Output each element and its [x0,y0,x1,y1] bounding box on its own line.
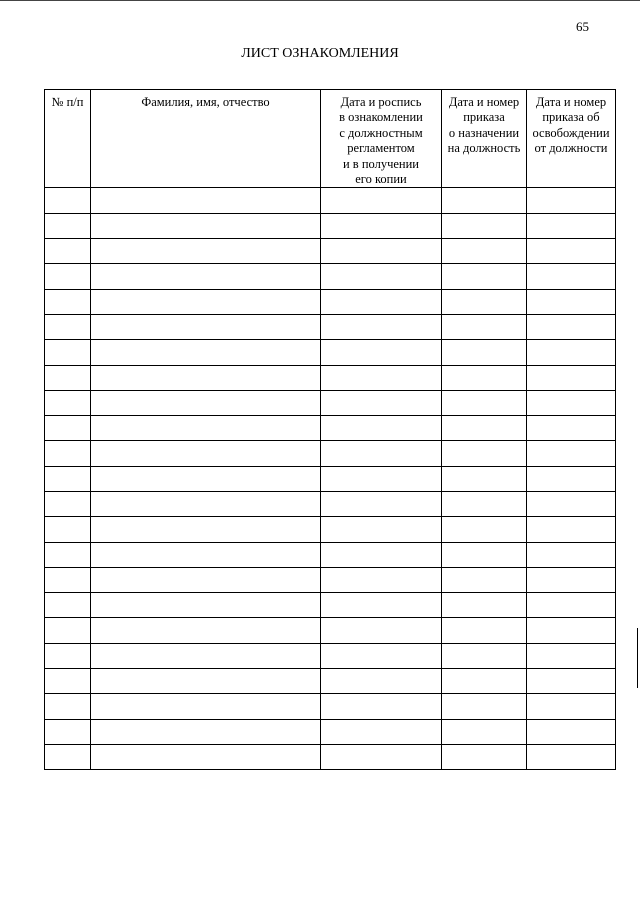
table-cell [321,289,442,314]
table-cell [45,340,91,365]
table-row [45,340,616,365]
scan-edge-mark [637,628,638,688]
table-cell [442,213,527,238]
table-cell [442,188,527,213]
table-cell [321,466,442,491]
table-cell [321,643,442,668]
table-row [45,441,616,466]
table-cell [527,340,616,365]
table-cell [91,618,321,643]
table-row [45,466,616,491]
table-cell [45,618,91,643]
table-cell [321,517,442,542]
table-cell [321,188,442,213]
table-cell [45,643,91,668]
table-cell [442,441,527,466]
table-cell [321,314,442,339]
table-row [45,239,616,264]
table-cell [321,694,442,719]
table-cell [45,492,91,517]
table-cell [321,719,442,744]
table-cell [91,340,321,365]
table-row [45,289,616,314]
table-row [45,669,616,694]
table-cell [442,239,527,264]
table-header-row [45,90,616,188]
acknowledgement-table [44,89,616,770]
table-cell [45,694,91,719]
table-cell [442,567,527,592]
table-row [45,188,616,213]
table-cell [45,719,91,744]
table-cell [527,239,616,264]
table-cell [321,669,442,694]
table-cell [527,466,616,491]
table-cell [91,264,321,289]
table-cell [45,365,91,390]
table-cell [45,239,91,264]
table-cell [91,188,321,213]
table-row [45,618,616,643]
table-cell [527,694,616,719]
table-cell [45,213,91,238]
table-cell [45,289,91,314]
table-cell [91,314,321,339]
table-cell [91,416,321,441]
table-cell [321,542,442,567]
table-row [45,264,616,289]
table-cell [321,441,442,466]
table-row [45,492,616,517]
table-cell [91,643,321,668]
table-cell [442,744,527,769]
table-cell [527,542,616,567]
table-row [45,213,616,238]
table-cell [91,694,321,719]
table-cell [442,669,527,694]
table-cell [527,188,616,213]
table-cell [45,517,91,542]
table-cell [321,365,442,390]
table-cell [442,416,527,441]
table-cell [527,213,616,238]
table-cell [45,669,91,694]
table-row [45,643,616,668]
header-appointment-order: Дата и номер приказа о назначении на должность [442,90,527,188]
table-cell [91,719,321,744]
scan-top-edge [0,0,640,1]
table-cell [45,744,91,769]
table-cell [45,593,91,618]
table-cell [442,492,527,517]
table-cell [442,365,527,390]
table-cell [527,365,616,390]
table-cell [321,593,442,618]
table-row [45,567,616,592]
table-cell [321,744,442,769]
header-full-name: Фамилия, имя, отчество [91,90,321,188]
table-cell [91,289,321,314]
table-cell [527,567,616,592]
table-row [45,390,616,415]
table-cell [45,466,91,491]
table-cell [91,567,321,592]
table-cell [45,390,91,415]
table-cell [91,744,321,769]
table-cell [321,239,442,264]
table-cell [91,542,321,567]
table-row [45,719,616,744]
table-cell [527,314,616,339]
table-cell [442,694,527,719]
header-date-signature: Дата и роспись в ознакомлении с должностным регламентом и в получении его копии [321,90,442,188]
table-cell [527,643,616,668]
table-row [45,365,616,390]
table-cell [321,340,442,365]
table-cell [91,669,321,694]
table-cell [91,466,321,491]
table-cell [91,365,321,390]
table-cell [45,264,91,289]
table-cell [527,517,616,542]
table-cell [45,188,91,213]
table-cell [45,542,91,567]
table-cell [91,593,321,618]
table-row [45,416,616,441]
table-cell [442,340,527,365]
table-row [45,744,616,769]
table-cell [321,567,442,592]
table-cell [442,643,527,668]
table-row [45,593,616,618]
table-cell [527,264,616,289]
table-cell [527,390,616,415]
table-cell [527,744,616,769]
table-cell [442,618,527,643]
table-cell [442,542,527,567]
table-cell [442,466,527,491]
table-cell [442,289,527,314]
table-cell [91,239,321,264]
table-cell [442,264,527,289]
table-cell [442,314,527,339]
table-cell [45,314,91,339]
table-cell [527,669,616,694]
table-cell [91,213,321,238]
table-body [45,188,616,770]
table-cell [321,213,442,238]
table-cell [45,416,91,441]
table-row [45,314,616,339]
table-cell [527,441,616,466]
header-number: № п/п [45,90,91,188]
header-dismissal-order: Дата и номер приказа об освобождении от должности [527,90,616,188]
table-cell [45,441,91,466]
table-cell [321,492,442,517]
table-cell [527,416,616,441]
table-cell [45,567,91,592]
table-cell [91,441,321,466]
table-cell [91,492,321,517]
table-cell [442,517,527,542]
table-cell [321,618,442,643]
document-title: ЛИСТ ОЗНАКОМЛЕНИЯ [241,46,399,61]
table-row [45,694,616,719]
table-cell [321,264,442,289]
table-cell [527,618,616,643]
table-cell [442,719,527,744]
table-row [45,517,616,542]
table-cell [442,390,527,415]
table-cell [91,390,321,415]
table-cell [91,517,321,542]
table-cell [527,289,616,314]
table-row [45,542,616,567]
table-cell [527,492,616,517]
table-cell [527,719,616,744]
table-cell [442,593,527,618]
table-cell [527,593,616,618]
table-cell [321,390,442,415]
table-cell [321,416,442,441]
page-number: 65 [576,19,589,34]
